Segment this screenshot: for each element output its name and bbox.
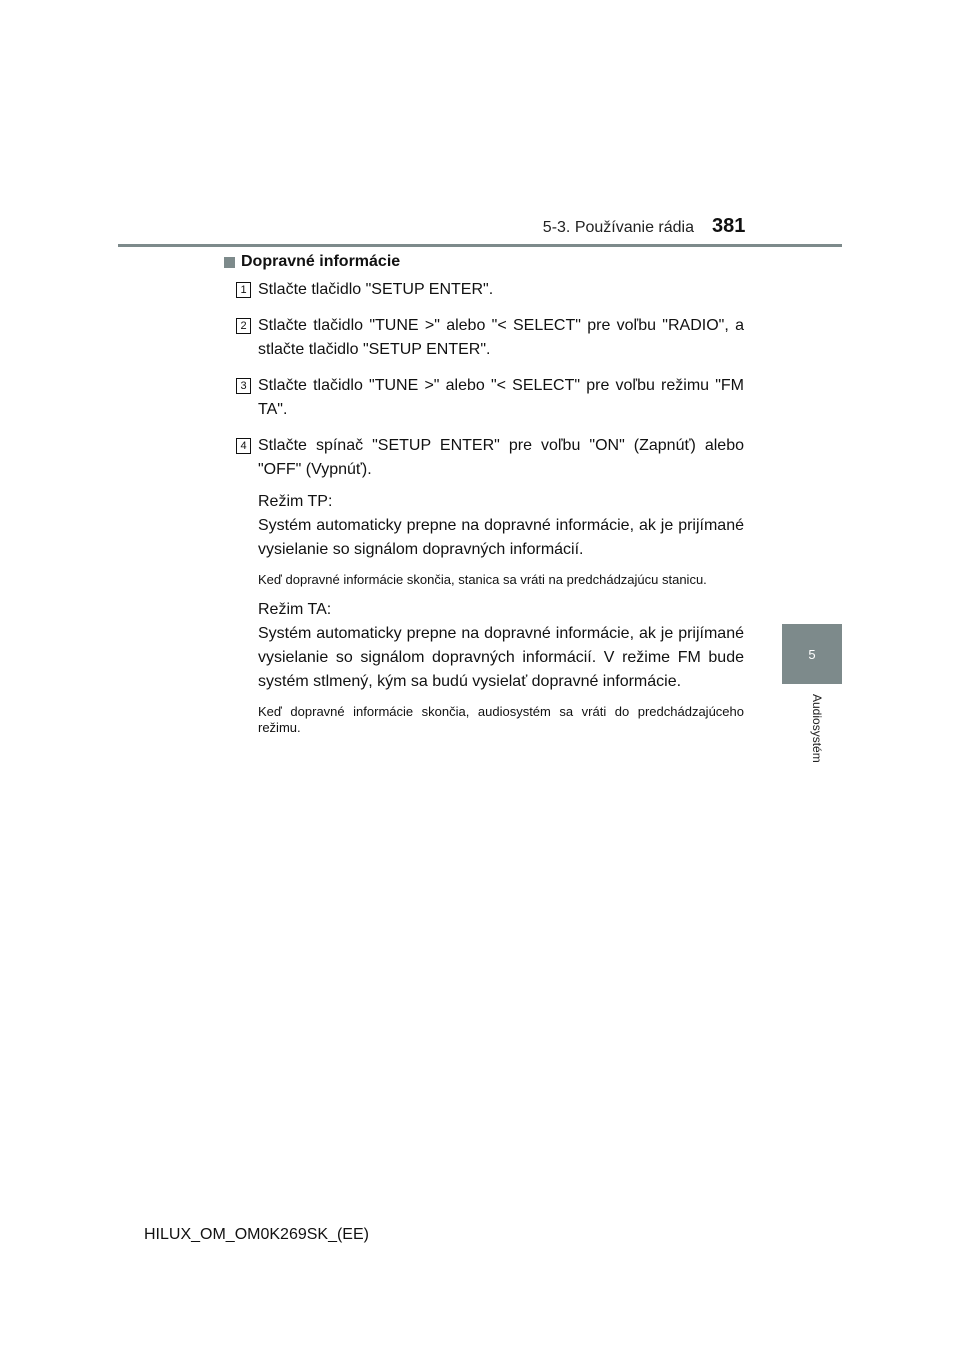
tp-mode-note: Keď dopravné informácie skončia, stanica sa vráti na predchádzajúcu stanicu.: [258, 572, 707, 587]
tp-mode-label: Režim TP:: [258, 493, 333, 510]
section-heading: [224, 253, 744, 271]
step-number-badge: 2: [236, 318, 251, 334]
step-item: [224, 434, 744, 482]
ta-mode-note: Keď dopravné informácie skončia, audiosystém sa vráti do predchádzajúceho režimu.: [258, 704, 744, 735]
step-text: Stlačte spínač "SETUP ENTER" pre voľbu "ON" (Zapnúť) alebo "OFF" (Vypnúť).: [258, 437, 744, 478]
header-section-title: 5-3. Používanie rádia: [542, 219, 694, 236]
document-code: HILUX_OM_OM0K269SK_(EE): [144, 1226, 369, 1243]
chapter-tab: [782, 624, 842, 684]
main-content: [224, 253, 744, 746]
square-bullet-icon: [224, 257, 235, 268]
step-text: Stlačte tlačidlo "SETUP ENTER".: [258, 281, 494, 298]
ta-mode-label: Režim TA:: [258, 601, 332, 618]
step-text: Stlačte tlačidlo "TUNE >" alebo "< SELECT" pre voľbu "RADIO", a stlačte tlačidlo "SETUP ENTER".: [258, 317, 744, 358]
step-item: [224, 314, 744, 362]
step-item: [224, 374, 744, 422]
chapter-label: Audiosystém: [810, 694, 824, 763]
step-number-badge: 1: [236, 282, 251, 298]
page-number: 381: [712, 215, 746, 237]
step-item: [224, 278, 744, 302]
step-number-badge: 4: [236, 438, 251, 454]
step-number-badge: 3: [236, 378, 251, 394]
section-title: Dopravné informácie: [241, 253, 401, 270]
header-divider: [118, 244, 842, 247]
chapter-number: 5: [808, 646, 816, 662]
step-text: Stlačte tlačidlo "TUNE >" alebo "< SELECT" pre voľbu režimu "FM TA".: [258, 377, 744, 418]
tp-mode-text: Systém automaticky prepne na dopravné informácie, ak je prijímané vysielanie so signálom dopravných informácií.: [258, 517, 744, 558]
ta-mode-text: Systém automaticky prepne na dopravné informácie, ak je prijímané vysielanie so signálom dopravných informácií. V režime FM bude systém stlmený, kým sa budú vysielať dopravné informácie.: [258, 625, 744, 690]
